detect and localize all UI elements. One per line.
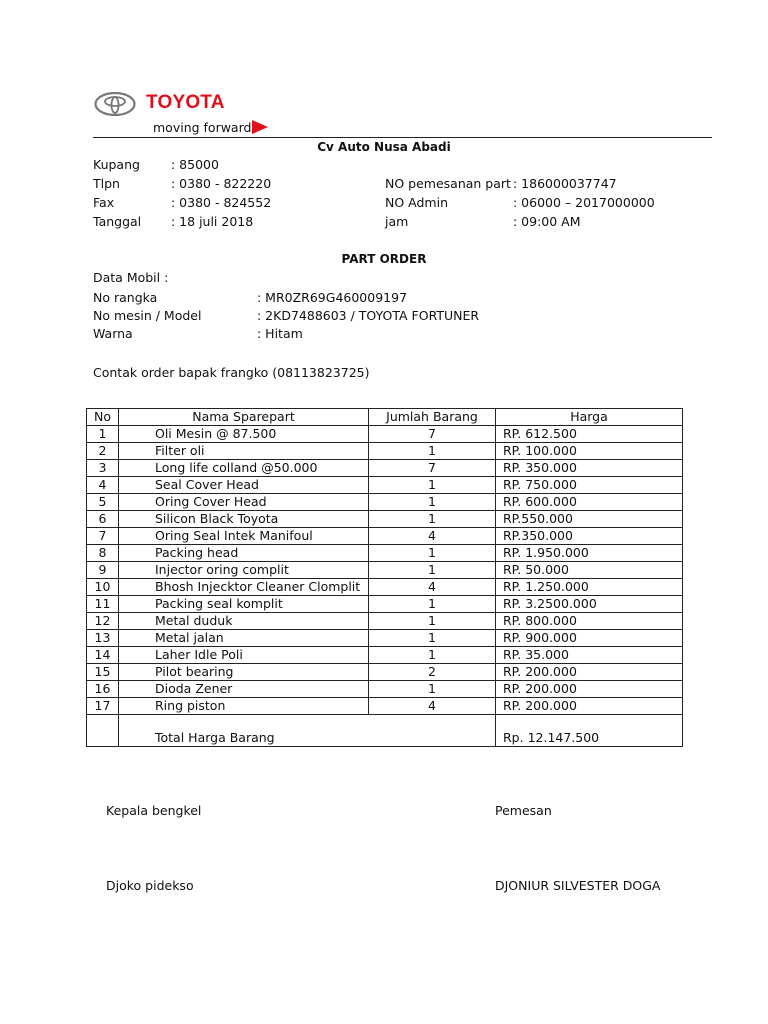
table-row [87, 511, 683, 528]
info-label-order-number: NO pemesanan part [385, 176, 511, 191]
row-part-name: Packing seal komplit [119, 596, 369, 613]
row-price: RP. 200.000 [496, 681, 683, 698]
row-no: 4 [87, 477, 119, 494]
row-part-name: Injector oring complit [119, 562, 369, 579]
row-price: RP. 900.000 [496, 630, 683, 647]
row-price: RP.350.000 [496, 528, 683, 545]
row-quantity: 1 [369, 494, 496, 511]
info-label-kupang: Kupang [93, 157, 140, 172]
car-value-rangka: : MR0ZR69G460009197 [257, 290, 408, 305]
table-row [87, 664, 683, 681]
header-divider [93, 137, 712, 138]
table-row [87, 698, 683, 715]
row-price: RP. 1.950.000 [496, 545, 683, 562]
row-no: 9 [87, 562, 119, 579]
signature-role-left: Kepala bengkel [106, 803, 202, 818]
row-no: 6 [87, 511, 119, 528]
row-quantity: 1 [369, 647, 496, 664]
logo-tagline: moving forward [153, 120, 252, 135]
row-part-name: Long life colland @50.000 [119, 460, 369, 477]
row-part-name: Packing head [119, 545, 369, 562]
total-qty-cell [369, 715, 496, 747]
signature-name-left: Djoko pidekso [106, 878, 194, 893]
car-value-mesin-model: : 2KD7488603 / TOYOTA FORTUNER [257, 308, 480, 323]
signature-name-right: DJONIUR SILVESTER DOGA [495, 878, 661, 893]
row-quantity: 4 [369, 698, 496, 715]
row-price: RP. 50.000 [496, 562, 683, 579]
total-row [87, 715, 683, 747]
row-quantity: 1 [369, 511, 496, 528]
row-price: RP.550.000 [496, 511, 683, 528]
header-name: Nama Sparepart [119, 409, 369, 426]
row-quantity: 7 [369, 460, 496, 477]
info-label-jam: jam [385, 214, 409, 229]
row-price: RP. 600.000 [496, 494, 683, 511]
row-part-name: Metal duduk [119, 613, 369, 630]
row-quantity: 1 [369, 545, 496, 562]
row-price: RP. 35.000 [496, 647, 683, 664]
table-row [87, 630, 683, 647]
row-no: 1 [87, 426, 119, 443]
table-row [87, 579, 683, 596]
row-part-name: Metal jalan [119, 630, 369, 647]
row-part-name: Pilot bearing [119, 664, 369, 681]
row-no: 14 [87, 647, 119, 664]
info-value-fax: : 0380 - 824552 [171, 195, 272, 210]
parts-table-body [87, 426, 683, 715]
info-value-kupang: : 85000 [171, 157, 219, 172]
row-no: 10 [87, 579, 119, 596]
row-quantity: 7 [369, 426, 496, 443]
row-price: RP. 200.000 [496, 698, 683, 715]
table-row [87, 494, 683, 511]
table-row [87, 443, 683, 460]
row-quantity: 1 [369, 613, 496, 630]
row-part-name: Ring piston [119, 698, 369, 715]
parts-table [86, 408, 683, 747]
row-price: RP. 612.500 [496, 426, 683, 443]
row-quantity: 1 [369, 630, 496, 647]
row-quantity: 4 [369, 579, 496, 596]
row-no: 17 [87, 698, 119, 715]
table-row [87, 647, 683, 664]
row-part-name: Laher Idle Poli [119, 647, 369, 664]
row-part-name: Oring Cover Head [119, 494, 369, 511]
row-quantity: 1 [369, 443, 496, 460]
row-part-name: Seal Cover Head [119, 477, 369, 494]
row-price: RP. 750.000 [496, 477, 683, 494]
table-row [87, 528, 683, 545]
row-no: 3 [87, 460, 119, 477]
header-no: No [87, 409, 119, 426]
row-no: 13 [87, 630, 119, 647]
row-no: 15 [87, 664, 119, 681]
row-price: RP. 100.000 [496, 443, 683, 460]
contact-line: Contak order bapak frangko (08113823725) [93, 365, 370, 380]
total-no-cell [87, 715, 119, 747]
row-no: 11 [87, 596, 119, 613]
car-data-heading: Data Mobil : [93, 270, 169, 285]
table-row [87, 613, 683, 630]
info-label-fax: Fax [93, 195, 115, 210]
row-quantity: 1 [369, 596, 496, 613]
row-quantity: 1 [369, 562, 496, 579]
row-part-name: Silicon Black Toyota [119, 511, 369, 528]
row-quantity: 1 [369, 477, 496, 494]
row-no: 2 [87, 443, 119, 460]
info-label-admin: NO Admin [385, 195, 449, 210]
row-part-name: Oring Seal Intek Manifoul [119, 528, 369, 545]
info-label-tlpn: Tlpn [93, 176, 120, 191]
table-row [87, 596, 683, 613]
row-quantity: 2 [369, 664, 496, 681]
toyota-wordmark: TOYOTA [146, 92, 225, 113]
company-name: Cv Auto Nusa Abadi [317, 140, 451, 154]
row-part-name: Oli Mesin @ 87.500 [119, 426, 369, 443]
info-label-tanggal: Tanggal [93, 214, 142, 229]
row-no: 8 [87, 545, 119, 562]
row-price: RP. 200.000 [496, 664, 683, 681]
row-price: RP. 800.000 [496, 613, 683, 630]
row-quantity: 4 [369, 528, 496, 545]
car-label-rangka: No rangka [93, 290, 158, 305]
total-label: Total Harga Barang [119, 715, 369, 747]
table-row [87, 562, 683, 579]
table-row [87, 681, 683, 698]
car-label-warna: Warna [93, 326, 133, 341]
signature-role-right: Pemesan [495, 803, 552, 818]
toyota-emblem-icon [94, 92, 136, 116]
part-order-title: PART ORDER [341, 252, 427, 266]
info-value-jam: : 09:00 AM [513, 214, 581, 229]
info-value-admin: : 06000 – 2017000000 [513, 195, 655, 210]
row-no: 12 [87, 613, 119, 630]
row-price: RP. 1.250.000 [496, 579, 683, 596]
row-price: RP. 3.2500.000 [496, 596, 683, 613]
header-qty: Jumlah Barang [369, 409, 496, 426]
total-value: Rp. 12.147.500 [496, 715, 683, 747]
table-row [87, 477, 683, 494]
table-header-row [87, 409, 683, 426]
info-value-order-number: : 186000037747 [513, 176, 617, 191]
row-no: 7 [87, 528, 119, 545]
info-value-tlpn: : 0380 - 822220 [171, 176, 272, 191]
car-label-mesin-model: No mesin / Model [93, 308, 202, 323]
row-no: 5 [87, 494, 119, 511]
row-part-name: Bhosh Injecktor Cleaner Clomplit [119, 579, 369, 596]
table-row [87, 545, 683, 562]
row-part-name: Filter oli [119, 443, 369, 460]
row-part-name: Dioda Zener [119, 681, 369, 698]
car-value-warna: : Hitam [257, 326, 303, 341]
header-price: Harga [496, 409, 683, 426]
row-no: 16 [87, 681, 119, 698]
info-value-tanggal: : 18 juli 2018 [171, 214, 254, 229]
table-row [87, 426, 683, 443]
row-quantity: 1 [369, 681, 496, 698]
row-price: RP. 350.000 [496, 460, 683, 477]
play-arrow-icon [252, 119, 268, 135]
table-row [87, 460, 683, 477]
